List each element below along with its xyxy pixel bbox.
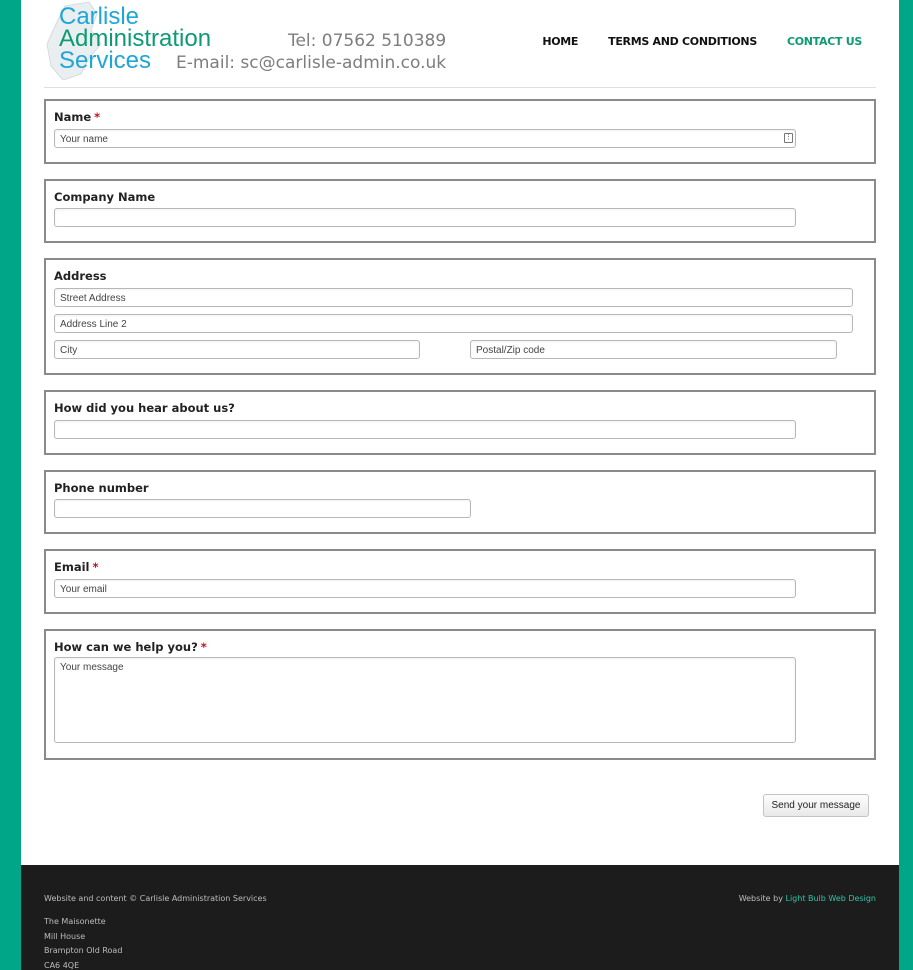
address-line: The Maisonette (44, 917, 106, 926)
phone-label: Phone number (54, 481, 149, 495)
referral-label: How did you hear about us? (54, 401, 235, 415)
email-input[interactable]: Your email (54, 579, 796, 598)
nav-home[interactable]: HOME (542, 35, 579, 48)
logo-line-3: Services (59, 47, 152, 74)
nav-terms[interactable]: TERMS AND CONDITIONS (608, 35, 757, 48)
name-label: Name * (54, 110, 101, 124)
nav-contact[interactable]: CONTACT US (786, 35, 862, 48)
email-label: Email * (54, 560, 99, 574)
name-input[interactable] (54, 129, 796, 148)
city-input[interactable]: City (54, 340, 420, 359)
credit-prefix: Website by (738, 894, 786, 903)
address-fieldset (44, 258, 876, 375)
address-line: Mill House (44, 931, 86, 941)
company-input[interactable] (54, 208, 796, 227)
message-fieldset (44, 629, 876, 760)
required-mark: * (92, 560, 99, 574)
header-email: E-mail: sc@carlisle-admin.co.uk (176, 53, 447, 73)
page (21, 0, 899, 970)
email-fieldset (44, 549, 876, 614)
company-label: Company Name (54, 190, 156, 204)
street-address-input[interactable]: Street Address (54, 288, 853, 307)
phone-input[interactable] (54, 499, 471, 518)
address-label: Address (54, 269, 107, 283)
designer-link[interactable]: Light Bulb Web Design (785, 894, 876, 903)
site-footer (21, 865, 899, 970)
logo-line-1: Carlisle (59, 3, 140, 30)
address-line2-input[interactable]: Address Line 2 (54, 314, 853, 333)
site-logo[interactable] (45, 0, 445, 84)
phone-fieldset (44, 470, 876, 534)
main-nav (542, 35, 862, 48)
address-line: Brampton Old Road (44, 946, 123, 955)
footer-credit (739, 894, 876, 903)
message-label: How can we help you? * (54, 640, 207, 654)
required-mark: * (200, 640, 207, 654)
footer-address (44, 915, 122, 970)
postcode-input[interactable]: Postal/Zip code (470, 340, 837, 359)
name-fieldset (44, 99, 876, 164)
referral-input[interactable] (54, 420, 796, 439)
name-placeholder: Your name (60, 134, 108, 145)
message-textarea[interactable]: Your message (54, 657, 796, 743)
address-line: CA6 4QE (44, 960, 80, 970)
send-message-button[interactable]: Send your message (763, 794, 869, 817)
logo-line-2: Administration (59, 25, 212, 52)
header-divider (44, 87, 876, 88)
company-fieldset (44, 179, 876, 243)
header-contact (176, 30, 446, 74)
header-phone: Tel: 07562 510389 (287, 31, 447, 51)
autofill-icon[interactable]: ⋮ (785, 134, 792, 141)
required-mark: * (94, 110, 101, 124)
footer-copyright: Website and content © Carlisle Administration Services (44, 894, 267, 903)
referral-fieldset (44, 390, 876, 455)
